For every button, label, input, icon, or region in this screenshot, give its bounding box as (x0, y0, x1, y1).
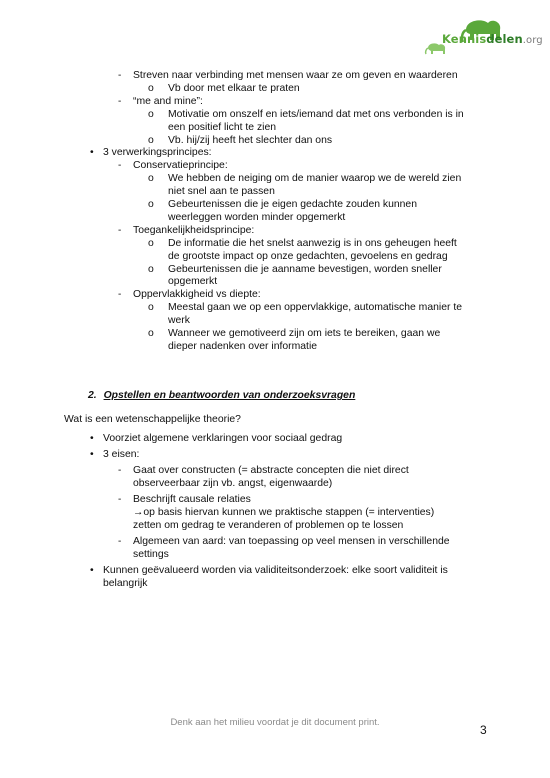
list-item-text: 3 eisen: (103, 449, 140, 460)
list-item-text: Vb. hij/zij heeft het slechter dan ons (168, 134, 333, 146)
list-marker: • (90, 433, 94, 444)
list-marker: • (90, 565, 94, 576)
list-item-text: Motivatie om onszelf en iets/iemand dat met ons verbonden is in (168, 108, 464, 120)
logo-part2: delen (486, 32, 523, 46)
question-text: Wat is een wetenschappelijke theorie? (64, 414, 241, 425)
list-item-text: Gaat over constructen (= abstracte concepten die niet direct (133, 465, 409, 476)
list-marker: o (148, 302, 154, 314)
list-item-text: Algemeen van aard: van toepassing op veel mensen in verschillende (133, 536, 450, 547)
list-item-text: Gebeurtenissen die je aanname bevestigen, worden sneller (168, 263, 442, 275)
list-marker: o (148, 237, 154, 249)
list-marker: - (118, 70, 122, 81)
list-item-text: weerleggen worden minder opgemerkt (168, 211, 346, 223)
list-marker: • (90, 147, 94, 159)
list-item-text: opgemerkt (168, 276, 218, 288)
list-item-text: Vb door met elkaar te praten (168, 82, 300, 94)
list-marker: o (148, 108, 154, 120)
list-item-text: Toegankelijkheidsprincipe: (133, 224, 255, 236)
logo-wordmark (442, 32, 543, 46)
list-marker: o (148, 263, 154, 275)
list-marker: o (148, 173, 154, 185)
list-item-text: settings (133, 549, 169, 560)
list-item-text: “me and mine”: (133, 95, 203, 107)
list-item-text: Gebeurtenissen die je eigen gedachte zouden kunnen (168, 199, 417, 210)
logo-part1: Kennis (442, 32, 487, 46)
list-item-text: Meestal gaan we op een oppervlakkige, automatische manier te (168, 302, 462, 314)
list-item-text: de grootste impact op onze gedachten, gevoelens en gedrag (168, 250, 448, 262)
list-item-text: dieper nadenken over informatie (168, 340, 318, 352)
list-item-text: observeerbaar zijn vb. angst, eigenwaarde) (133, 478, 333, 489)
list-item-text: werk (168, 315, 190, 327)
list-marker: o (148, 82, 154, 94)
footer-note: Denk aan het milieu voordat je dit document print. (170, 717, 380, 728)
logo-part3: .org (522, 35, 543, 46)
list-item-text: →op basis hiervan kunnen we praktische stappen (= interventies) (133, 507, 435, 518)
list-item-text: Conservatieprincipe: (133, 160, 228, 172)
list-item-text: Streven naar verbinding met mensen waar ze om geven en waarderen (133, 70, 458, 81)
kennisdelen-logo (422, 18, 543, 58)
page-number: 3 (480, 723, 487, 737)
list-marker: - (118, 95, 122, 107)
list-item-text: Kunnen geëvalueerd worden via validiteitsonderzoek: elke soort validiteit is (103, 565, 448, 576)
list-item-text: belangrijk (103, 578, 148, 589)
list-marker: - (118, 289, 122, 301)
list-item-text: niet snel aan te passen (168, 186, 275, 198)
section-title: Opstellen en beantwoorden van onderzoeksvragen (103, 390, 356, 401)
list-marker: - (118, 224, 122, 236)
list-item-text: We hebben de neiging om de manier waarop we de wereld zien (168, 173, 462, 185)
list-item-text: De informatie die het snelst aanwezig is in ons geheugen heeft (168, 237, 457, 249)
list-item-text: zetten om gedrag te veranderen of problemen op te lossen (133, 520, 404, 531)
list-marker: - (118, 536, 122, 547)
list-item-text: Oppervlakkigheid vs diepte: (133, 289, 261, 301)
list-marker: o (148, 328, 154, 339)
list-marker: o (148, 134, 154, 146)
list-item-text: Wanneer we gemotiveerd zijn om iets te bereiken, gaan we (168, 328, 441, 339)
list-marker: o (148, 199, 154, 210)
list-item-text: Voorziet algemene verklaringen voor sociaal gedrag (103, 433, 343, 444)
list-marker: - (118, 494, 122, 505)
list-item-text: Beschrijft causale relaties (133, 494, 251, 505)
list-marker: - (118, 160, 122, 172)
list-item-text: 3 verwerkingsprincipes: (103, 147, 212, 159)
list-marker: - (118, 465, 122, 476)
list-marker: • (90, 449, 94, 460)
section-heading (88, 389, 355, 402)
list-item-text: een positief licht te zien (168, 121, 277, 133)
section-number: 2. (88, 390, 97, 401)
